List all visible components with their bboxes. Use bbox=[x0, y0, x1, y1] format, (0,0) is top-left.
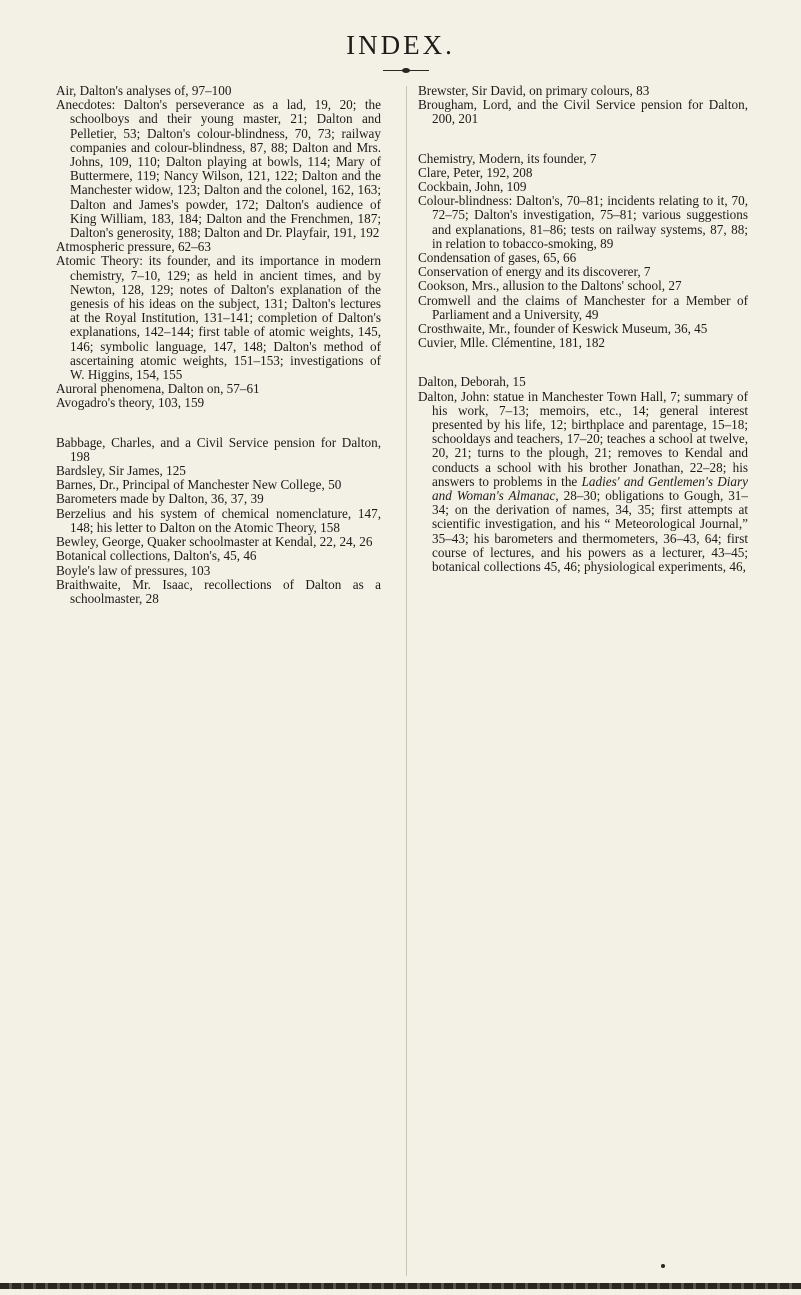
index-entry: Bewley, George, Quaker schoolmaster at Kendal, 22, 24, 26 bbox=[56, 534, 373, 550]
index-entry: Barometers made by Dalton, 36, 37, 39 bbox=[56, 491, 264, 507]
ornament-dot bbox=[402, 68, 410, 73]
index-letter-group bbox=[418, 152, 748, 351]
index-entry: Colour-blindness: Dalton's, 70–81; incidents relating to it, 70, 72–75; Dalton's investigation, 75–81; various suggestions and explanations, 81–86; tests on railway systems, 87, 88; in relation to tobacco-smoking, 89 bbox=[418, 193, 748, 251]
index-entry: Cromwell and the claims of Manchester for a Member of Parliament and a University, 49 bbox=[418, 292, 748, 322]
index-entry: Dalton, John: statue in Manchester Town Hall, 7; summary of his work, 7–13; memoirs, etc., 14; general interest presented by his life, 12; birthplace and parentage, 15–18; schooldays and teachers, 17–20; teaches a school at twelve, 20, 21; turns to the plough, 21; removes to Kendal and conducts a school with his brother Jonathan, 22–28; his answers to problems in the Ladies' and Gentlemen's Diary and Woman's Almanac, 28–30; obligations to Gough, 31–34; on the derivation of names, 34, 35; first attempts at scientific investigation, and his “ Meteorological Journal,” 35–43; his barometers and thermometers, 36–43, 64; first course of lectures, and his powers as a lecturer, 43–45; botanical collections 45, 46; physiological experiments, 46, bbox=[418, 388, 748, 575]
index-letter-group bbox=[56, 84, 381, 411]
index-column-left bbox=[56, 84, 381, 631]
index-entry: Bardsley, Sir James, 125 bbox=[56, 463, 186, 479]
index-entry: Crosthwaite, Mr., founder of Keswick Museum, 36, 45 bbox=[418, 321, 708, 337]
column-divider bbox=[406, 86, 407, 1276]
index-entry: Barnes, Dr., Principal of Manchester New College, 50 bbox=[56, 477, 342, 493]
title-ornament bbox=[383, 68, 429, 74]
index-entry: Cuvier, Mlle. Clémentine, 181, 182 bbox=[418, 335, 606, 351]
index-entry: Brewster, Sir David, on primary colours, 83 bbox=[418, 83, 650, 98]
index-entry: Botanical collections, Dalton's, 45, 46 bbox=[56, 548, 257, 564]
index-entry: Atomic Theory: its founder, and its importance in modern chemistry, 7–10, 129; as held in ancient times, and by Newton, 128, 129; notes of Dalton's explanation of the genesis of his ideas on the subject, 131; Dalton's lectures at the Royal Institution, 131–141; completion of Dalton's explanations, 142–144; first table of atomic weights, 145, 146; symbolic language, 147, 148; Dalton's method of ascertaining atomic weights, 151–153; investigations of W. Higgins, 154, 155 bbox=[56, 253, 381, 383]
index-entry: Auroral phenomena, Dalton on, 57–61 bbox=[56, 381, 260, 397]
index-entry: Boyle's law of pressures, 103 bbox=[56, 562, 211, 578]
page-title: INDEX. bbox=[346, 30, 455, 60]
index-column-right bbox=[418, 84, 748, 599]
index-entry: Dalton, Deborah, 15 bbox=[418, 374, 526, 390]
index-entry: Chemistry, Modern, its founder, 7 bbox=[418, 150, 597, 166]
page-speck bbox=[661, 1264, 665, 1268]
page-bottom-edge bbox=[0, 1283, 801, 1289]
index-entry: Cookson, Mrs., allusion to the Daltons' school, 27 bbox=[418, 278, 682, 294]
index-letter-group bbox=[418, 375, 748, 574]
index-entry: Air, Dalton's analyses of, 97–100 bbox=[56, 83, 232, 98]
index-entry: Condensation of gases, 65, 66 bbox=[418, 250, 577, 266]
index-entry: Cockbain, John, 109 bbox=[418, 179, 527, 195]
index-entry: Atmospheric pressure, 62–63 bbox=[56, 239, 211, 255]
index-entry: Berzelius and his system of chemical nomenclature, 147, 148; his letter to Dalton on the Atomic Theory, 158 bbox=[56, 505, 381, 535]
index-entry: Avogadro's theory, 103, 159 bbox=[56, 395, 205, 411]
index-letter-group bbox=[418, 84, 748, 127]
index-entry: Brougham, Lord, and the Civil Service pension for Dalton, 200, 201 bbox=[418, 97, 748, 127]
index-entry: Conservation of energy and its discoverer, 7 bbox=[418, 264, 651, 280]
index-entry: Babbage, Charles, and a Civil Service pension for Dalton, 198 bbox=[56, 434, 381, 464]
index-letter-group bbox=[56, 436, 381, 606]
index-entry: Braithwaite, Mr. Isaac, recollections of Dalton as a schoolmaster, 28 bbox=[56, 576, 381, 606]
index-entry: Anecdotes: Dalton's perseverance as a lad, 19, 20; the schoolboys and their young master, 21; Dalton and Pelletier, 53; Dalton's colour-blindness, 70, 73; railway companies and colour-blindness, 87, 88; Dalton and Mrs. Johns, 109, 110; Dalton playing at bowls, 114; Mary of Buttermere, 119; Nancy Wilson, 121, 122; Dalton and the Manchester widow, 123; Dalton and the colonel, 162, 163; Dalton and James's powder, 172; Dalton's audience of King William, 183, 184; Dalton and the Frenchmen, 187; Dalton's generosity, 188; Dalton and Dr. Playfair, 191, 192 bbox=[56, 97, 381, 241]
index-entry: Clare, Peter, 192, 208 bbox=[418, 164, 533, 180]
